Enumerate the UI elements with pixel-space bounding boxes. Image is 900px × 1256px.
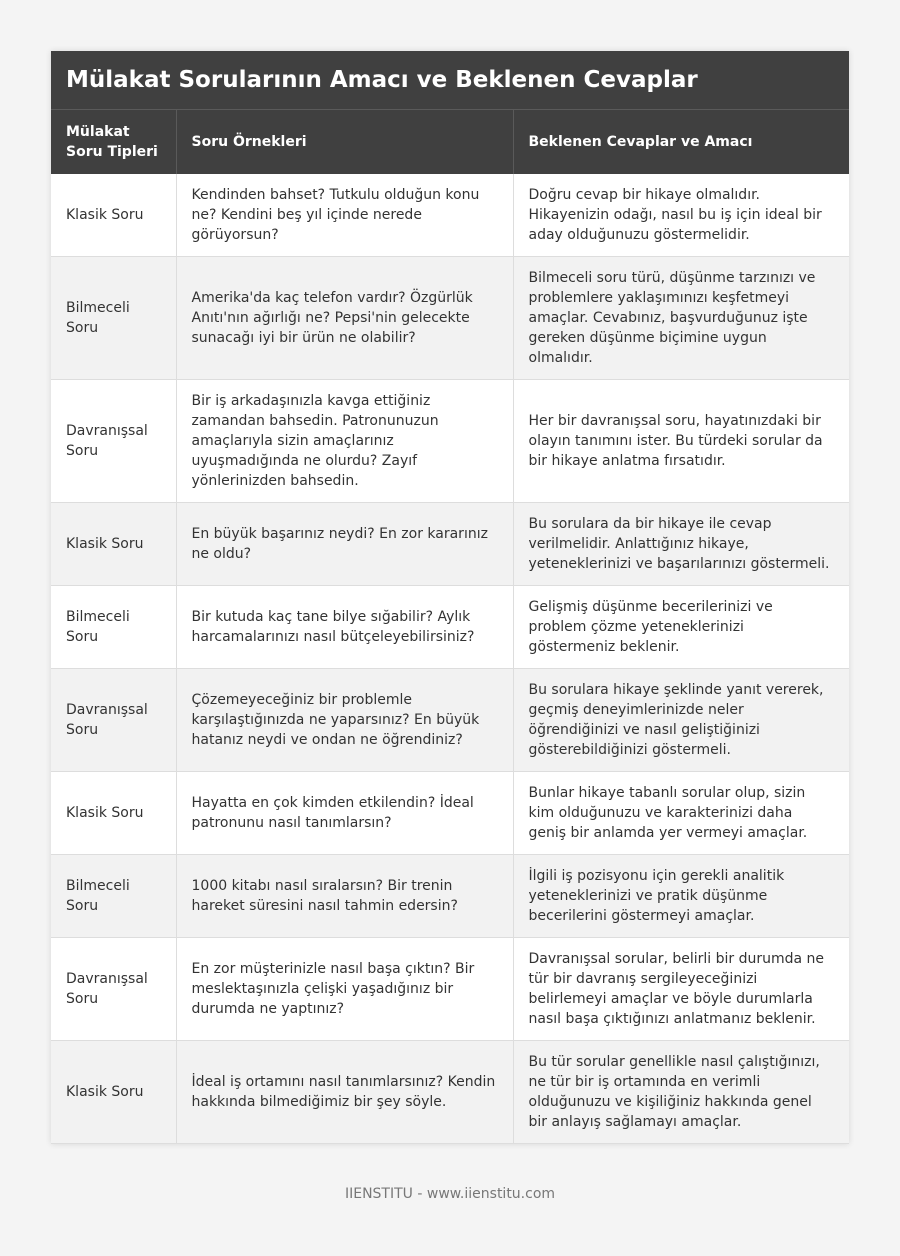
cell-question-example: En büyük başarınız neydi? En zor kararınız ne oldu?: [176, 502, 513, 585]
cell-expected-answer: Bilmeceli soru türü, düşünme tarzınızı ve problemlere yaklaşımınızı keşfetmeyi amaçlar. Cevabınız, başvurduğunuz işte gereken düşünme biçimine uygun olmalıdır.: [513, 256, 849, 379]
cell-expected-answer: Bu tür sorular genellikle nasıl çalıştığınızı, ne tür bir iş ortamında en verimli olduğunuzu ve kişiliğiniz hakkında genel bir anlayış sağlamayı amaçlar.: [513, 1040, 849, 1143]
cell-expected-answer: Davranışsal sorular, belirli bir durumda ne tür bir davranış sergileyeceğinizi belirlemeyi amaçlar ve böyle durumlarla nasıl başa çıktığınızı anlatmanız beklenir.: [513, 937, 849, 1040]
cell-expected-answer: Bunlar hikaye tabanlı sorular olup, sizin kim olduğunuzu ve karakterinizi daha geniş bir anlamda yer vermeyi amaçlar.: [513, 771, 849, 854]
header-expected-answers: Beklenen Cevaplar ve Amacı: [513, 110, 849, 174]
table-row: [51, 502, 849, 585]
cell-question-example: 1000 kitabı nasıl sıralarsın? Bir trenin hareket süresini nasıl tahmin edersin?: [176, 854, 513, 937]
cell-expected-answer: Gelişmiş düşünme becerilerinizi ve problem çözme yeteneklerinizi göstermeniz beklenir.: [513, 585, 849, 668]
table-row: [51, 937, 849, 1040]
header-question-type: Mülakat Soru Tipleri: [51, 110, 176, 174]
header-question-examples: Soru Örnekleri: [176, 110, 513, 174]
cell-question-type: Bilmeceli Soru: [51, 256, 176, 379]
cell-question-example: Çözemeyeceğiniz bir problemle karşılaştığınızda ne yaparsınız? En büyük hatanız neydi ve ondan ne öğrendiniz?: [176, 668, 513, 771]
cell-question-type: Klasik Soru: [51, 502, 176, 585]
table-row: [51, 585, 849, 668]
cell-question-type: Bilmeceli Soru: [51, 585, 176, 668]
header-row: [51, 110, 849, 174]
cell-expected-answer: İlgili iş pozisyonu için gerekli analitik yeteneklerinizi ve pratik düşünme becerilerini göstermeyi amaçlar.: [513, 854, 849, 937]
cell-question-example: İdeal iş ortamını nasıl tanımlarsınız? Kendin hakkında bilmediğimiz bir şey söyle.: [176, 1040, 513, 1143]
cell-question-type: Klasik Soru: [51, 174, 176, 257]
table-row: [51, 1040, 849, 1143]
cell-expected-answer: Bu sorulara da bir hikaye ile cevap verilmelidir. Anlattığınız hikaye, yeteneklerinizi ve başarılarınızı göstermeli.: [513, 502, 849, 585]
cell-expected-answer: Bu sorulara hikaye şeklinde yanıt vererek, geçmiş deneyimlerinizde neler öğrendiğinizi ve nasıl geliştiğinizi gösterebildiğinizi göstermeli.: [513, 668, 849, 771]
interview-questions-table: [51, 109, 849, 1144]
table-row: [51, 854, 849, 937]
table-row: [51, 771, 849, 854]
cell-question-type: Davranışsal Soru: [51, 379, 176, 502]
content-card: [51, 51, 849, 1144]
cell-question-type: Klasik Soru: [51, 1040, 176, 1143]
cell-question-type: Klasik Soru: [51, 771, 176, 854]
cell-expected-answer: Doğru cevap bir hikaye olmalıdır. Hikayenizin odağı, nasıl bu iş için ideal bir aday olduğunuzu göstermelidir.: [513, 174, 849, 257]
cell-question-type: Davranışsal Soru: [51, 668, 176, 771]
table-header: [51, 110, 849, 174]
cell-question-type: Bilmeceli Soru: [51, 854, 176, 937]
page-title: Mülakat Sorularının Amacı ve Beklenen Cevaplar: [51, 51, 849, 109]
table-row: [51, 174, 849, 257]
table-row: [51, 379, 849, 502]
footer-credit: IIENSTITU - www.iienstitu.com: [344, 1186, 556, 1202]
cell-question-example: Amerika'da kaç telefon vardır? Özgürlük Anıtı'nın ağırlığı ne? Pepsi'nin gelecekte sunacağı iyi bir ürün ne olabilir?: [176, 256, 513, 379]
table-body: [51, 174, 849, 1144]
cell-question-example: Hayatta en çok kimden etkilendin? İdeal patronunu nasıl tanımlarsın?: [176, 771, 513, 854]
cell-question-example: Kendinden bahset? Tutkulu olduğun konu ne? Kendini beş yıl içinde nerede görüyorsun?: [176, 174, 513, 257]
cell-question-type: Davranışsal Soru: [51, 937, 176, 1040]
cell-question-example: Bir iş arkadaşınızla kavga ettiğiniz zamandan bahsedin. Patronunuzun amaçlarıyla sizin amaçlarınız uyuşmadığında ne olurdu? Zayıf yönlerinizden bahsedin.: [176, 379, 513, 502]
cell-expected-answer: Her bir davranışsal soru, hayatınızdaki bir olayın tanımını ister. Bu türdeki sorular da bir hikaye anlatma fırsatıdır.: [513, 379, 849, 502]
cell-question-example: Bir kutuda kaç tane bilye sığabilir? Aylık harcamalarınızı nasıl bütçeleyebilirsiniz?: [176, 585, 513, 668]
cell-question-example: En zor müşterinizle nasıl başa çıktın? Bir meslektaşınızla çelişki yaşadığınız bir durumda ne yaptınız?: [176, 937, 513, 1040]
table-row: [51, 668, 849, 771]
table-row: [51, 256, 849, 379]
